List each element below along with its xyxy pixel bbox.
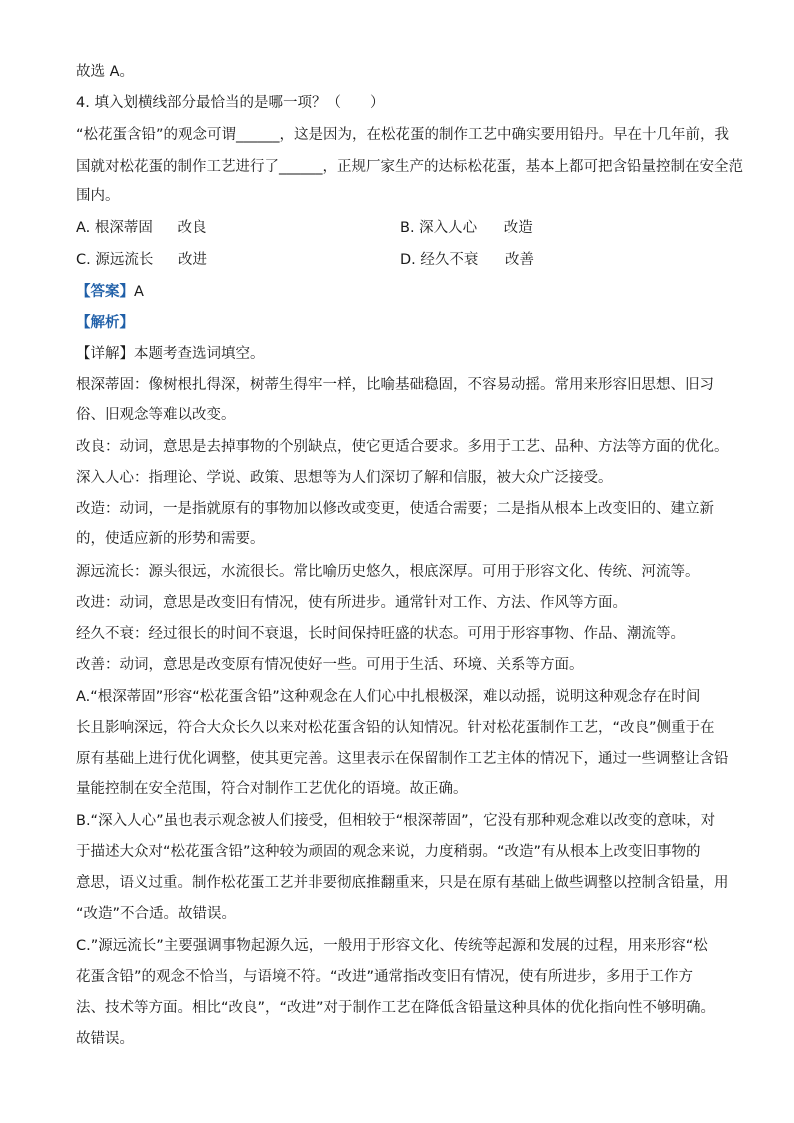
body-line: 量能控制在安全范围，符合对制作工艺优化的语境。故正确。 <box>76 781 468 797</box>
analysis-tag: 【解析】 <box>76 315 134 331</box>
body-line: 长且影响深远，符合大众长久以来对松花蛋含铅的认知情况。针对松花蛋制作工艺，“改良”侧重于在 <box>76 720 715 736</box>
passage-line-3: 围内。 <box>76 188 120 204</box>
body-line: 俗、旧观念等难以改变。 <box>76 407 236 423</box>
passage-line-1: “松花蛋含铅”的观念可谓______，这是因为，在松花蛋的制作工艺中确实要用铅丹。早在十几年前，我 <box>76 127 730 143</box>
body-line: 改进：动词，意思是改变旧有情况，使有所进步。通常针对工作、方法、作风等方面。 <box>76 595 627 611</box>
body-line: “改造”不合适。故错误。 <box>76 906 237 922</box>
option-c <box>76 252 207 268</box>
option-d <box>400 250 534 270</box>
body-line: 故错误。 <box>76 1031 134 1047</box>
body-line: 花蛋含铅”的观念不恰当，与语境不符。“改进”通常指改变旧有情况，使有所进步，多用于工作方 <box>76 969 694 985</box>
option-b-label: B. <box>400 220 415 236</box>
body-line: 根深蒂固：像树根扎得深，树蒂生得牢一样，比喻基础稳固，不容易动摇。常用来形容旧思想、旧习 <box>76 377 714 393</box>
answer-value: A <box>134 284 144 300</box>
option-c-label: C. <box>76 252 91 268</box>
option-a-word1: 根深蒂固 <box>94 220 153 236</box>
option-c-word2: 改进 <box>177 252 207 268</box>
body-line: 源远流长：源头很远，水流很长。常比喻历史悠久，根底深厚。可用于形容文化、传统、河流等。 <box>76 564 700 580</box>
option-d-word1: 经久不衰 <box>420 252 479 268</box>
body-line: 原有基础上进行优化调整，使其更完善。这里表示在保留制作工艺主体的情况下，通过一些调整让含铅 <box>76 751 729 767</box>
body-line: 法、技术等方面。相比“改良”，“改进”对于制作工艺在降低含铅量这种具体的优化指向性不够明确。 <box>76 1000 716 1016</box>
option-a <box>76 220 207 236</box>
body-line: 【详解】本题考查选词填空。 <box>76 346 265 362</box>
analysis-heading <box>76 313 134 333</box>
body-line: 改良：动词，意思是去掉事物的个别缺点，使它更适合要求。多用于工艺、品种、方法等方面的优化。 <box>76 439 729 455</box>
body-line: B.“深入人心”虽也表示观念被人们接受，但相较于“根深蒂固”，它没有那种观念难以改变的意味，对 <box>76 813 716 829</box>
option-b-word1: 深入人心 <box>419 220 478 236</box>
option-b-word2: 改造 <box>503 220 533 236</box>
option-a-label: A. <box>76 220 91 236</box>
option-d-word2: 改善 <box>505 252 534 268</box>
body-line: 意思，语义过重。制作松花蛋工艺并非要彻底推翻重来，只是在原有基础上做些调整以控制含铅量，用 <box>76 875 729 891</box>
body-line: C.”源远流长”主要强调事物起源久远，一般用于形容文化、传统等起源和发展的过程，用来形容“松 <box>76 938 708 954</box>
option-a-word2: 改良 <box>177 220 207 236</box>
options-row-2 <box>76 250 726 270</box>
body-line: A.“根深蒂固”形容“松花蛋含铅”这种观念在人们心中扎根极深，难以动摇，说明这种观念存在时间 <box>76 689 701 705</box>
question-title: 4. 填入划横线部分最恰当的是哪一项？（ ） <box>76 95 385 111</box>
passage-line-2: 国就对松花蛋的制作工艺进行了______，正规厂家生产的达标松花蛋，基本上都可把含铅量控制在安全范 <box>76 159 743 175</box>
body-line: 经久不衰：经过很长的时间不衰退，长时间保持旺盛的状态。可用于形容事物、作品、潮流等。 <box>76 626 685 642</box>
body-line: 改善：动词，意思是改变原有情况使好一些。可用于生活、环境、关系等方面。 <box>76 657 584 673</box>
option-b <box>400 218 533 238</box>
body-line: 于描述大众对“松花蛋含铅”这种较为顽固的观念来说，力度稍弱。“改造”有从根本上改变旧事物的 <box>76 844 701 860</box>
option-d-label: D. <box>400 252 416 268</box>
answer-tag: 【答案】 <box>76 284 134 300</box>
options-row-1 <box>76 218 726 238</box>
option-c-word1: 源远流长 <box>95 252 154 268</box>
intro-line: 故选 A。 <box>76 64 135 80</box>
answer-line <box>76 282 144 302</box>
body-line: 的，使适应新的形势和需要。 <box>76 531 265 547</box>
body-line: 改造：动词，一是指就原有的事物加以修改或变更，使适合需要；二是指从根本上改变旧的、建立新 <box>76 501 714 517</box>
body-line: 深入人心：指理论、学说、政策、思想等为人们深切了解和信服，被大众广泛接受。 <box>76 470 613 486</box>
